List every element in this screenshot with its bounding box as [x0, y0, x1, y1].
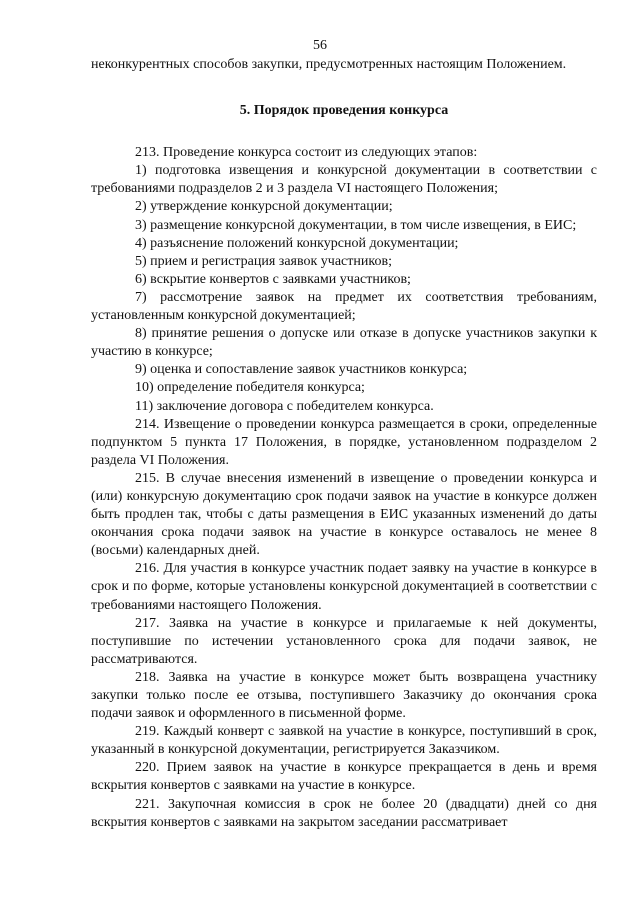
list-item-6: 6) вскрытие конвертов с заявками участников;	[135, 271, 411, 287]
list-item-5: 5) прием и регистрация заявок участников;	[135, 253, 392, 269]
paragraph-217: 217. Заявка на участие в конкурсе и прилагаемые к ней документы, поступившие по истечении установленного срока для подачи заявок, не рассматриваются.	[91, 615, 597, 667]
list-item-2: 2) утверждение конкурсной документации;	[135, 199, 393, 215]
list-item-8: 8) принятие решения о допуске или отказе в допуске участников закупки к участию в конкурсе;	[91, 326, 597, 360]
document-body	[91, 56, 597, 832]
list-item-9: 9) оценка и сопоставление заявок участников конкурса;	[135, 362, 468, 378]
list-item-11: 11) заключение договора с победителем конкурса.	[135, 398, 434, 414]
list-item-7: 7) рассмотрение заявок на предмет их соответствия требованиям, установленным конкурсной документацией;	[91, 289, 597, 324]
paragraph-214: 214. Извещение о проведении конкурса размещается в сроки, определенные подпунктом 5 пункта 17 Положения, в порядке, установленном подразделом 2 раздела VI Положения.	[91, 416, 597, 468]
paragraph-219: 219. Каждый конверт с заявкой на участие в конкурсе, поступивший в срок, указанный в конкурсной документации, регистрируется Заказчиком.	[91, 724, 597, 758]
paragraph-221: 221. Закупочная комиссия в срок не более 20 (двадцати) дней со дня вскрытия конвертов с заявками на закрытом заседании рассматривает	[91, 796, 597, 830]
section-title: 5. Порядок проведения конкурса	[239, 103, 449, 119]
paragraph-213: 213. Проведение конкурса состоит из следующих этапов:	[135, 145, 478, 161]
page-number: 56	[313, 38, 327, 53]
list-item-4: 4) разъяснение положений конкурсной документации;	[135, 235, 459, 251]
intro-paragraph: неконкурентных способов закупки, предусмотренных настоящим Положением.	[91, 57, 567, 72]
paragraph-216: 216. Для участия в конкурсе участник подает заявку на участие в конкурсе в срок и по форме, которые установлены конкурсной документацией в соответствии с требованиями настоящего Положения.	[91, 561, 597, 613]
paragraph-220: 220. Прием заявок на участие в конкурсе прекращается в день и время вскрытия конвертов с заявками на участие в конкурсе.	[91, 760, 597, 794]
paragraph-215: 215. В случае внесения изменений в извещение о проведении конкурса и (или) конкурсную документацию срок подачи заявок на участие в конкурсе должен быть продлен так, чтобы с даты размещения в ЕИС указанных изменений до даты окончания срока подачи заявок на участие в конкурсе оставалось не менее 8 (восьми) календарных дней.	[91, 470, 597, 559]
list-item-3: 3) размещение конкурсной документации, в том числе извещения, в ЕИС;	[135, 217, 577, 233]
list-item-10: 10) определение победителя конкурса;	[135, 380, 365, 396]
list-item-1: 1) подготовка извещения и конкурсной документации в соответствии с требованиями подразделов 2 и 3 раздела VI настоящего Положения;	[91, 163, 597, 197]
paragraph-218: 218. Заявка на участие в конкурсе может быть возвращена участнику закупки только после ее отзыва, поступившего Заказчику до окончания срока подачи заявок и оформленного в письменной форме.	[91, 669, 597, 722]
